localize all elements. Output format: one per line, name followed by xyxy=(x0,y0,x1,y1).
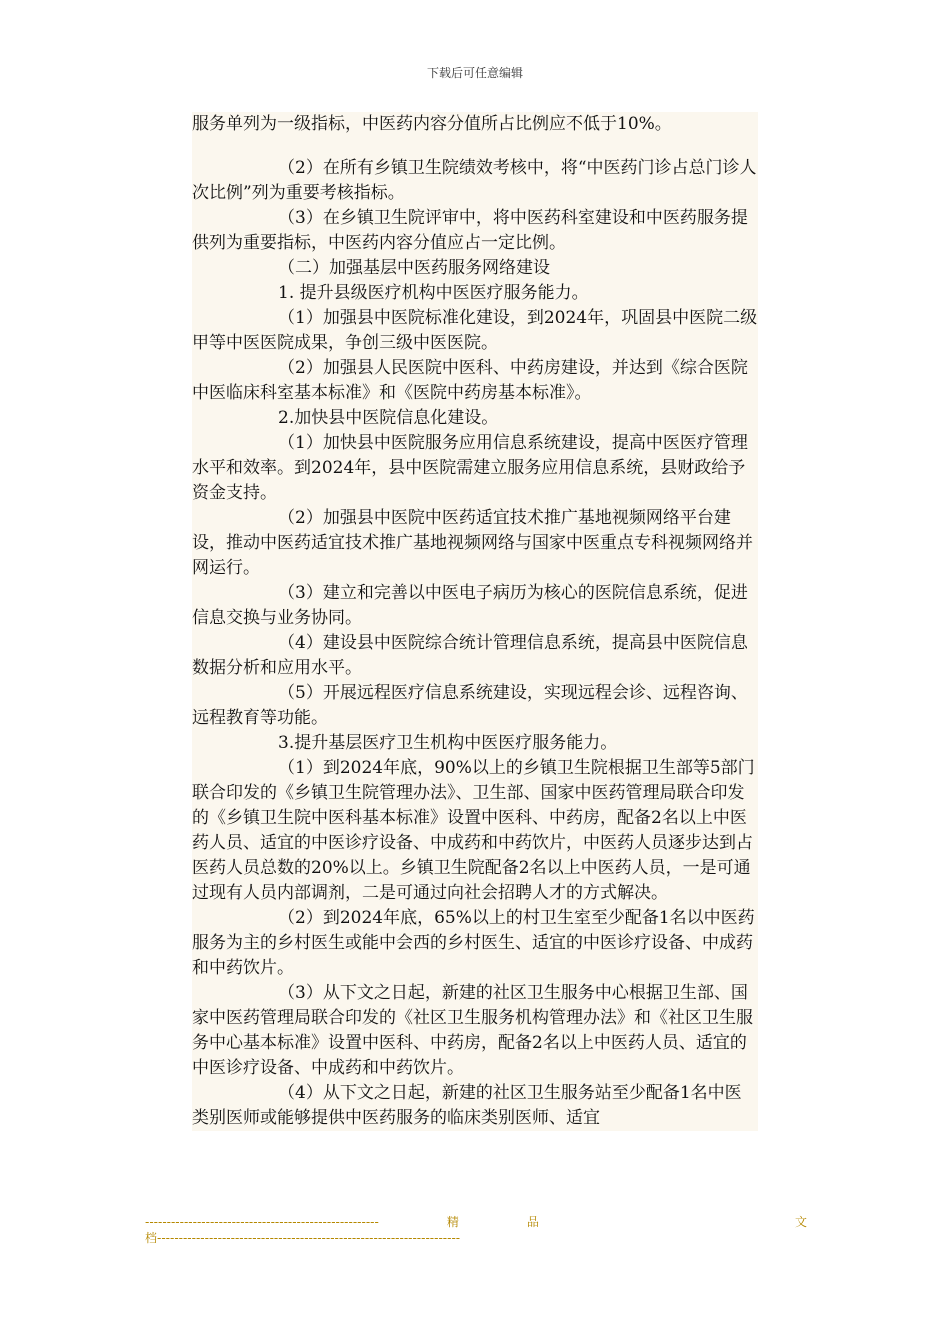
footer-char-2: 品 xyxy=(526,1215,539,1229)
paragraph-6: （1）加快县中医院服务应用信息系统建设，提高中医医疗管理水平和效率。到2024年，县中医院需建立服务应用信息系统，县财政给予资金支持。 xyxy=(192,433,748,503)
paragraph-2: （2）在所有乡镇卫生院绩效考核中，将“中医药门诊占总门诊人次比例”列为重要考核指标。 xyxy=(192,158,757,203)
subsection-heading-3: 3.提升基层医疗卫生机构中医医疗服务能力。 xyxy=(278,733,618,753)
footer-spacer xyxy=(607,1214,727,1230)
page-footer xyxy=(145,1214,807,1246)
section-heading: （二）加强基层中医药服务网络建设 xyxy=(278,258,550,278)
paragraph-8: （3）建立和完善以中医电子病历为核心的医院信息系统，促进信息交换与业务协同。 xyxy=(192,583,748,628)
subsection-heading-1: 1. 提升县级医疗机构中医医疗服务能力。 xyxy=(278,283,589,303)
paragraph-9: （4）建设县中医院综合统计管理信息系统，提高县中医院信息数据分析和应用水平。 xyxy=(192,633,748,678)
paragraph-1: 服务单列为一级指标，中医药内容分值所占比例应不低于10%。 xyxy=(192,114,672,134)
subsection-heading-2: 2.加快县中医院信息化建设。 xyxy=(278,408,499,428)
paragraph-10: （5）开展远程医疗信息系统建设，实现远程会诊、远程咨询、远程教育等功能。 xyxy=(192,683,748,728)
paragraph-12: （2）到2024年底，65%以上的村卫生室至少配备1名以中医药服务为主的乡村医生或能中会西的乡村医生、适宜的中医诊疗设备、中成药和中药饮片。 xyxy=(192,908,755,978)
footer-line-2: 档---------------------------------------------------------------------- xyxy=(145,1231,461,1245)
page-header: 下载后可任意编辑 xyxy=(426,66,523,80)
footer-line-1 xyxy=(145,1214,807,1230)
footer-char-1: 精 xyxy=(446,1215,459,1229)
paragraph-13: （3）从下文之日起，新建的社区卫生服务中心根据卫生部、国家中医药管理局联合印发的《社区卫生服务机构管理办法》和《社区卫生服务中心基本标准》设置中医科、中药房，配备2名以上中医药人员、适宜的中医诊疗设备、中成药和中药饮片。 xyxy=(192,983,753,1078)
paragraph-11: （1）到2024年底，90%以上的乡镇卫生院根据卫生部等5部门联合印发的《乡镇卫生院管理办法》、卫生部、国家中医药管理局联合印发的《乡镇卫生院中医科基本标准》设置中医科、中药房，配备2名以上中医药人员、适宜的中医诊疗设备、中成药和中药饮片，中医药人员逐步达到占医药人员总数的20%以上。乡镇卫生院配备2名以上中医药人员，一是可通过现有人员内部调剂，二是可通过向社会招聘人才的方式解决。 xyxy=(192,758,755,903)
paragraph-7: （2）加强县中医院中医药适宜技术推广基地视频网络平台建设，推动中医药适宜技术推广基地视频网络与国家中医重点专科视频网络并网运行。 xyxy=(192,508,753,578)
paragraph-gap xyxy=(192,137,758,156)
document-body xyxy=(192,112,758,1131)
paragraph-3: （3）在乡镇卫生院评审中，将中医药科室建设和中医药服务提供列为重要指标，中医药内容分值应占一定比例。 xyxy=(192,208,748,253)
footer-char-3: 文 xyxy=(794,1215,807,1229)
footer-dashes: ------------------------------------------------------ xyxy=(145,1215,379,1229)
paragraph-5: （2）加强县人民医院中医科、中药房建设，并达到《综合医院中医临床科室基本标准》和《医院中药房基本标准》。 xyxy=(192,358,748,403)
paragraph-4: （1）加强县中医院标准化建设，到2024年，巩固县中医院二级甲等中医医院成果，争创三级中医医院。 xyxy=(192,308,758,353)
paragraph-14: （4）从下文之日起，新建的社区卫生服务站至少配备1名中医类别医师或能够提供中医药服务的临床类别医师、适宜 xyxy=(192,1083,742,1128)
